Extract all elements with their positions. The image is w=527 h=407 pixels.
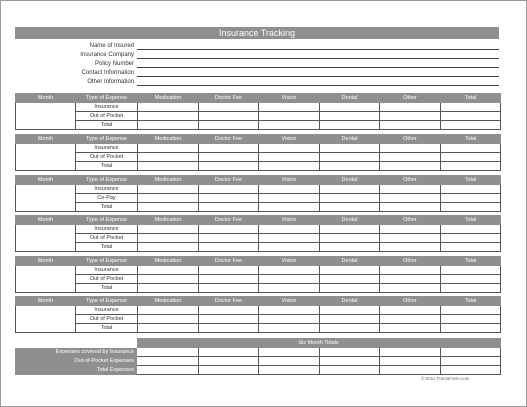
amount-cell[interactable] [380, 225, 441, 234]
amount-cell[interactable] [199, 194, 259, 203]
amount-cell[interactable] [380, 234, 441, 243]
column-header: Vision [259, 297, 320, 306]
column-header: Vision [259, 94, 320, 103]
amount-cell[interactable] [441, 162, 501, 171]
total-cell[interactable] [320, 348, 380, 357]
total-cell[interactable] [380, 366, 441, 375]
amount-cell[interactable] [138, 234, 199, 243]
column-header: Type of Expense [76, 135, 138, 144]
expense-block [15, 175, 501, 212]
total-cell[interactable] [199, 366, 259, 375]
form-title: Insurance Tracking [15, 27, 499, 39]
total-cell[interactable] [380, 348, 441, 357]
column-header: Medication [138, 297, 199, 306]
month-cell[interactable] [16, 266, 76, 293]
amount-cell[interactable] [441, 306, 501, 315]
info-row-policy [15, 60, 499, 69]
column-header: Dental [320, 176, 380, 185]
amount-cell[interactable] [320, 121, 380, 130]
amount-cell[interactable] [138, 243, 199, 252]
amount-cell[interactable] [380, 153, 441, 162]
contact-information-field[interactable] [137, 76, 499, 77]
amount-cell[interactable] [199, 284, 259, 293]
other-information-field[interactable] [137, 85, 499, 86]
amount-cell[interactable] [441, 121, 501, 130]
amount-cell[interactable] [259, 162, 320, 171]
amount-cell[interactable] [259, 203, 320, 212]
expense-block [15, 134, 501, 171]
column-header: Other [380, 297, 441, 306]
column-header: Dental [320, 94, 380, 103]
column-header: Month [16, 135, 76, 144]
amount-cell[interactable] [441, 203, 501, 212]
amount-cell[interactable] [320, 194, 380, 203]
amount-cell[interactable] [199, 324, 259, 333]
amount-cell[interactable] [138, 284, 199, 293]
expense-type-label: Insurance [76, 306, 138, 315]
column-header: Doctor Fee [199, 297, 259, 306]
amount-cell[interactable] [259, 243, 320, 252]
amount-cell[interactable] [199, 103, 259, 112]
six-month-totals-table [15, 338, 501, 375]
amount-cell[interactable] [259, 306, 320, 315]
expense-block [15, 215, 501, 252]
amount-cell[interactable] [259, 144, 320, 153]
amount-cell[interactable] [320, 225, 380, 234]
amount-cell[interactable] [320, 266, 380, 275]
expense-type-label: Out of Pocket [76, 315, 138, 324]
amount-cell[interactable] [138, 266, 199, 275]
footer-copyright: © 2011 FormsForm.com [421, 376, 470, 381]
column-header: Doctor Fee [199, 257, 259, 266]
amount-cell[interactable] [441, 112, 501, 121]
column-header: Month [16, 257, 76, 266]
amount-cell[interactable] [441, 315, 501, 324]
amount-cell[interactable] [259, 185, 320, 194]
amount-cell[interactable] [138, 203, 199, 212]
blank-cell [16, 339, 137, 348]
amount-cell[interactable] [199, 162, 259, 171]
total-cell[interactable] [320, 357, 380, 366]
amount-cell[interactable] [138, 315, 199, 324]
column-header: Type of Expense [76, 257, 138, 266]
column-header: Total [441, 94, 501, 103]
total-cell[interactable] [199, 357, 259, 366]
info-label: Insurance Company [80, 52, 134, 58]
amount-cell[interactable] [380, 275, 441, 284]
amount-cell[interactable] [380, 284, 441, 293]
amount-cell[interactable] [441, 194, 501, 203]
amount-cell[interactable] [199, 203, 259, 212]
column-header: Dental [320, 135, 380, 144]
amount-cell[interactable] [320, 275, 380, 284]
expense-type-label: Co-Pay [76, 194, 138, 203]
amount-cell[interactable] [320, 153, 380, 162]
expense-type-label: Total [76, 121, 138, 130]
column-header: Other [380, 216, 441, 225]
amount-cell[interactable] [259, 284, 320, 293]
expense-block [15, 296, 501, 333]
amount-cell[interactable] [199, 275, 259, 284]
expense-type-label: Out of Pocket [76, 112, 138, 121]
expense-block [15, 256, 501, 293]
column-header: Other [380, 94, 441, 103]
amount-cell[interactable] [138, 112, 199, 121]
totals-label: Out-of-Pocket Expenses [16, 357, 137, 366]
amount-cell[interactable] [320, 203, 380, 212]
amount-cell[interactable] [441, 103, 501, 112]
column-header: Type of Expense [76, 297, 138, 306]
column-header: Month [16, 216, 76, 225]
amount-cell[interactable] [199, 185, 259, 194]
expense-type-label: Insurance [76, 185, 138, 194]
totals-label: Expenses covered by Insurance [16, 348, 137, 357]
amount-cell[interactable] [380, 243, 441, 252]
amount-cell[interactable] [199, 315, 259, 324]
name-of-insured-field[interactable] [137, 49, 499, 50]
amount-cell[interactable] [380, 144, 441, 153]
column-header: Total [441, 176, 501, 185]
expense-type-label: Total [76, 162, 138, 171]
amount-cell[interactable] [380, 194, 441, 203]
amount-cell[interactable] [199, 225, 259, 234]
column-header: Medication [138, 94, 199, 103]
amount-cell[interactable] [380, 121, 441, 130]
column-header: Type of Expense [76, 216, 138, 225]
column-header: Medication [138, 257, 199, 266]
column-header: Total [441, 297, 501, 306]
expense-type-label: Total [76, 324, 138, 333]
expense-type-label: Total [76, 284, 138, 293]
amount-cell[interactable] [380, 112, 441, 121]
amount-cell[interactable] [199, 243, 259, 252]
column-header: Month [16, 297, 76, 306]
total-cell[interactable] [380, 357, 441, 366]
info-row-contact [15, 69, 499, 78]
amount-cell[interactable] [138, 185, 199, 194]
amount-cell[interactable] [138, 153, 199, 162]
column-header: Medication [138, 176, 199, 185]
policy-number-field[interactable] [137, 67, 499, 68]
column-header: Other [380, 135, 441, 144]
amount-cell[interactable] [320, 324, 380, 333]
amount-cell[interactable] [320, 185, 380, 194]
info-label: Policy Number [94, 61, 134, 67]
amount-cell[interactable] [441, 185, 501, 194]
amount-cell[interactable] [138, 121, 199, 130]
total-cell[interactable] [259, 366, 320, 375]
amount-cell[interactable] [320, 306, 380, 315]
column-header: Type of Expense [76, 94, 138, 103]
amount-cell[interactable] [138, 324, 199, 333]
amount-cell[interactable] [320, 315, 380, 324]
column-header: Total [441, 216, 501, 225]
column-header: Month [16, 176, 76, 185]
expense-type-label: Insurance [76, 144, 138, 153]
amount-cell[interactable] [138, 225, 199, 234]
amount-cell[interactable] [380, 162, 441, 171]
info-row-other [15, 78, 499, 87]
column-header: Vision [259, 216, 320, 225]
amount-cell[interactable] [320, 162, 380, 171]
amount-cell[interactable] [380, 103, 441, 112]
column-header: Other [380, 176, 441, 185]
amount-cell[interactable] [380, 185, 441, 194]
expense-type-label: Out of Pocket [76, 234, 138, 243]
column-header: Vision [259, 257, 320, 266]
amount-cell[interactable] [441, 144, 501, 153]
amount-cell[interactable] [199, 112, 259, 121]
totals-heading: Six Month Totals [137, 339, 501, 348]
month-cell[interactable] [16, 306, 76, 333]
amount-cell[interactable] [380, 266, 441, 275]
amount-cell[interactable] [199, 121, 259, 130]
column-header: Month [16, 94, 76, 103]
amount-cell[interactable] [199, 306, 259, 315]
amount-cell[interactable] [199, 153, 259, 162]
amount-cell[interactable] [441, 153, 501, 162]
column-header: Doctor Fee [199, 216, 259, 225]
amount-cell[interactable] [259, 234, 320, 243]
column-header: Medication [138, 216, 199, 225]
amount-cell[interactable] [380, 324, 441, 333]
amount-cell[interactable] [320, 144, 380, 153]
info-label: Contact Information [81, 70, 134, 76]
amount-cell[interactable] [138, 306, 199, 315]
amount-cell[interactable] [441, 225, 501, 234]
amount-cell[interactable] [320, 103, 380, 112]
amount-cell[interactable] [259, 225, 320, 234]
amount-cell[interactable] [380, 203, 441, 212]
amount-cell[interactable] [199, 266, 259, 275]
column-header: Doctor Fee [199, 176, 259, 185]
expense-type-label: Out of Pocket [76, 275, 138, 284]
month-cell[interactable] [16, 144, 76, 171]
amount-cell[interactable] [441, 266, 501, 275]
amount-cell[interactable] [199, 234, 259, 243]
total-cell[interactable] [137, 366, 199, 375]
amount-cell[interactable] [441, 284, 501, 293]
amount-cell[interactable] [320, 112, 380, 121]
total-cell[interactable] [137, 357, 199, 366]
column-header: Total [441, 135, 501, 144]
amount-cell[interactable] [259, 275, 320, 284]
info-label: Name of Insured [89, 43, 134, 49]
amount-cell[interactable] [441, 324, 501, 333]
column-header: Vision [259, 135, 320, 144]
expense-type-label: Total [76, 243, 138, 252]
amount-cell[interactable] [138, 144, 199, 153]
amount-cell[interactable] [259, 121, 320, 130]
amount-cell[interactable] [259, 315, 320, 324]
column-header: Vision [259, 176, 320, 185]
info-label: Other Information [87, 79, 134, 85]
amount-cell[interactable] [259, 153, 320, 162]
expense-block [15, 93, 501, 130]
column-header: Other [380, 257, 441, 266]
expense-type-label: Insurance [76, 103, 138, 112]
month-cell[interactable] [16, 103, 76, 130]
info-row-name [15, 42, 499, 51]
amount-cell[interactable] [259, 324, 320, 333]
month-cell[interactable] [16, 225, 76, 252]
amount-cell[interactable] [380, 315, 441, 324]
total-cell[interactable] [199, 348, 259, 357]
total-cell[interactable] [137, 348, 199, 357]
total-cell[interactable] [441, 357, 501, 366]
totals-label: Total Expenses [16, 366, 137, 375]
column-header: Doctor Fee [199, 94, 259, 103]
amount-cell[interactable] [259, 112, 320, 121]
column-header: Medication [138, 135, 199, 144]
column-header: Dental [320, 257, 380, 266]
month-cell[interactable] [16, 185, 76, 212]
expense-type-label: Out of Pocket [76, 153, 138, 162]
column-header: Dental [320, 297, 380, 306]
amount-cell[interactable] [199, 144, 259, 153]
column-header: Type of Expense [76, 176, 138, 185]
insurance-company-field[interactable] [137, 58, 499, 59]
info-row-company [15, 51, 499, 60]
amount-cell[interactable] [320, 234, 380, 243]
amount-cell[interactable] [259, 266, 320, 275]
expense-type-label: Total [76, 203, 138, 212]
expense-type-label: Insurance [76, 225, 138, 234]
amount-cell[interactable] [380, 306, 441, 315]
total-cell[interactable] [441, 348, 501, 357]
expense-type-label: Insurance [76, 266, 138, 275]
amount-cell[interactable] [320, 284, 380, 293]
column-header: Total [441, 257, 501, 266]
amount-cell[interactable] [138, 275, 199, 284]
amount-cell[interactable] [138, 194, 199, 203]
amount-cell[interactable] [441, 275, 501, 284]
amount-cell[interactable] [138, 162, 199, 171]
amount-cell[interactable] [259, 194, 320, 203]
amount-cell[interactable] [441, 243, 501, 252]
total-cell[interactable] [259, 348, 320, 357]
amount-cell[interactable] [138, 103, 199, 112]
amount-cell[interactable] [320, 243, 380, 252]
total-cell[interactable] [259, 357, 320, 366]
amount-cell[interactable] [259, 103, 320, 112]
column-header: Dental [320, 216, 380, 225]
column-header: Doctor Fee [199, 135, 259, 144]
total-cell[interactable] [320, 366, 380, 375]
amount-cell[interactable] [441, 234, 501, 243]
total-cell[interactable] [441, 366, 501, 375]
